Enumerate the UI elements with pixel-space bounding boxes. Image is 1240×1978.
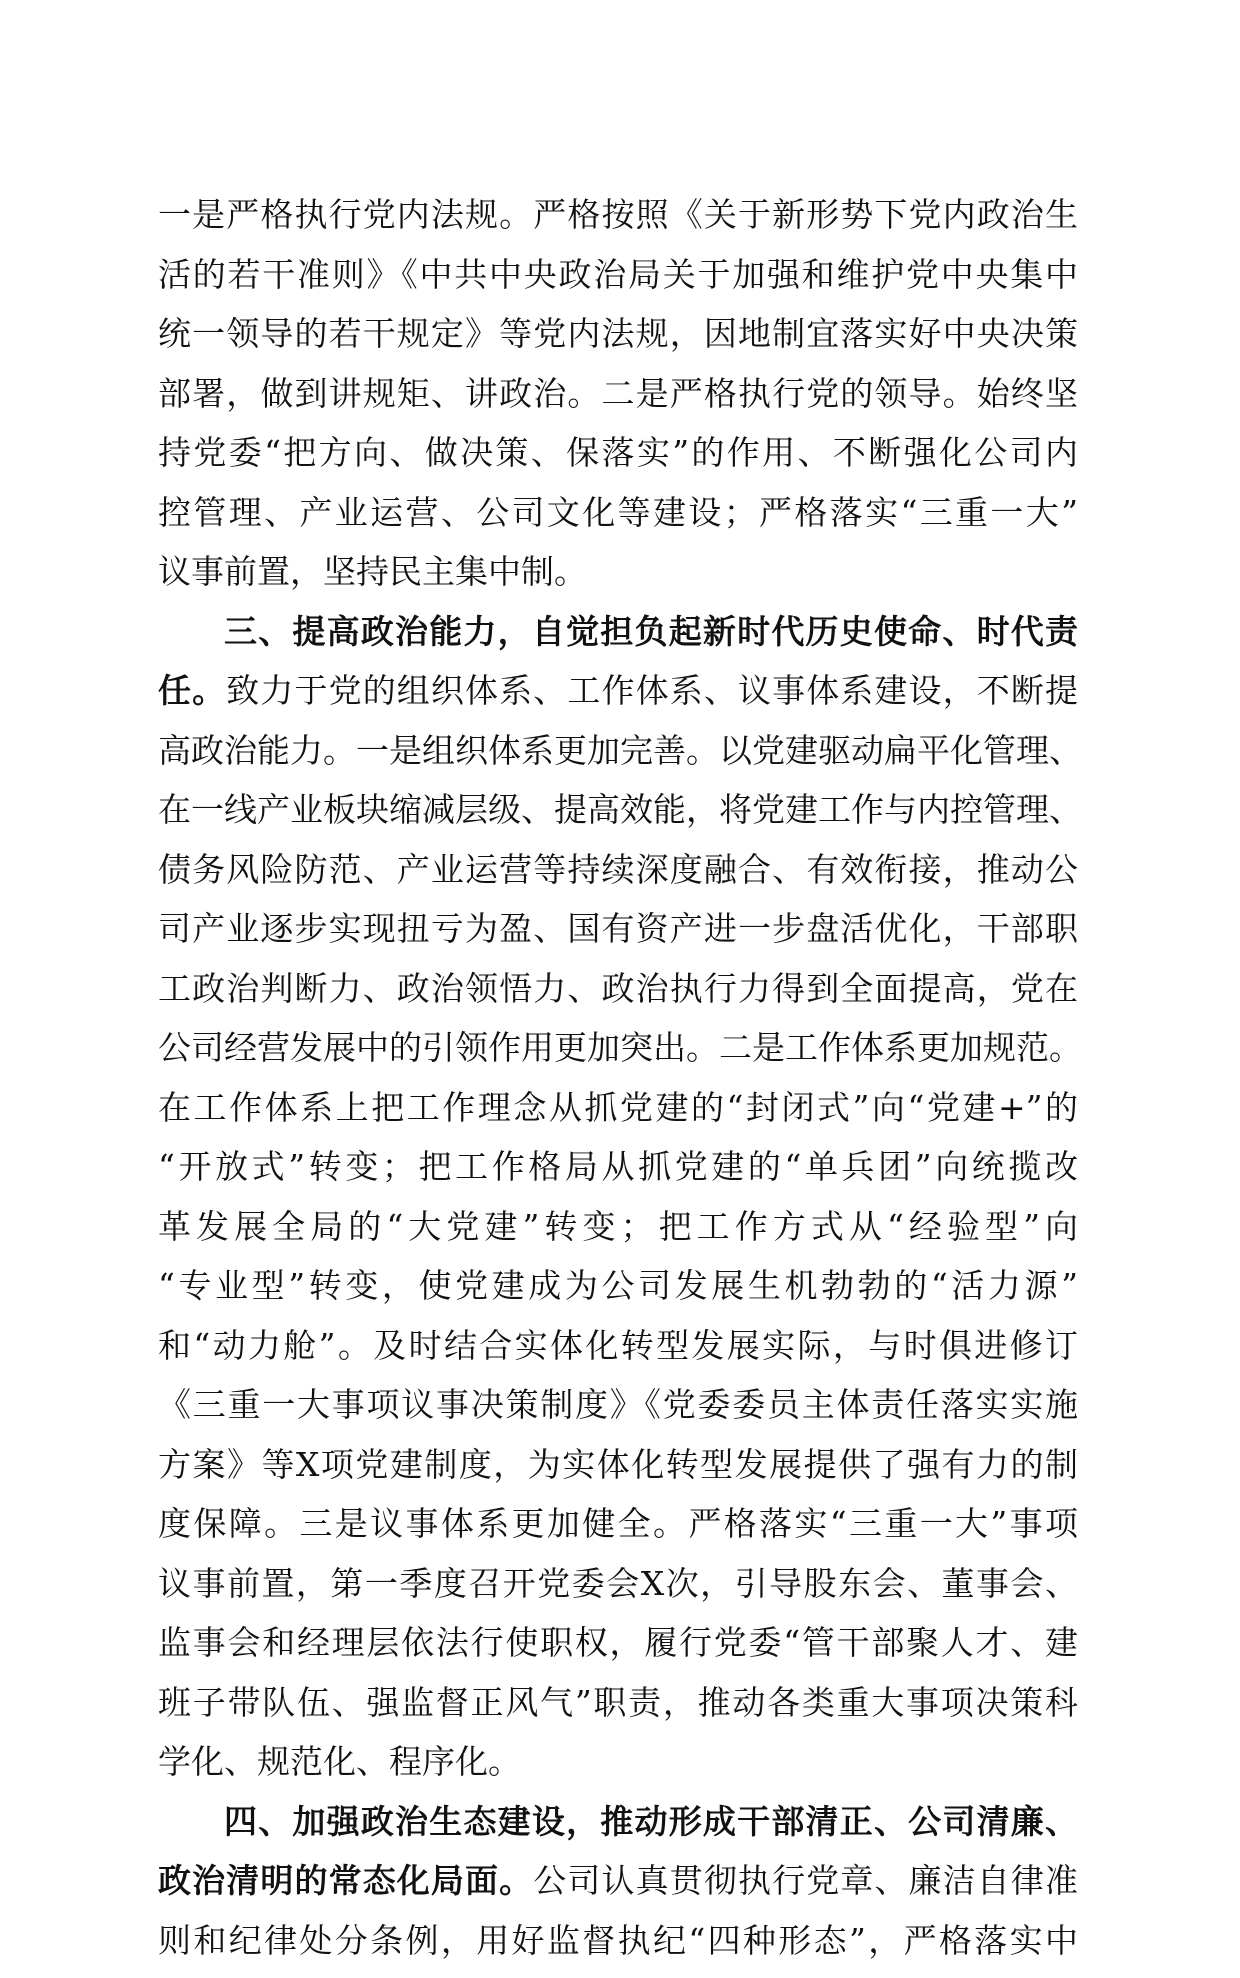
body-text: 方案》等X项党建制度，为实体化转型发展提供了强有力的制 [158, 1444, 1078, 1484]
document-body [158, 193, 1082, 1978]
body-text: 统一领导的若干规定》等党内法规，因地制宜落实好中央决策 [158, 314, 1078, 353]
body-text: 议事前置，坚持民主集中制。 [158, 552, 587, 591]
bold-heading-text: 四、加强政治生态建设，推动形成干部清正、公司清廉、 [224, 1801, 1078, 1841]
text-line [158, 550, 1078, 594]
body-text: 《三重一大事项议事决策制度》《党委委员主体责任落实实施 [158, 1385, 1078, 1424]
text-line [158, 1026, 1082, 1070]
text-line [158, 907, 1078, 951]
body-text: 学化、规范化、程序化。 [158, 1742, 521, 1781]
text-line [158, 967, 1078, 1011]
body-text: 持党委“把方向、做决策、保落实”的作用、不断强化公司内 [158, 433, 1078, 472]
text-line [158, 1562, 1078, 1606]
text-line [158, 1264, 1078, 1308]
text-line [158, 1443, 1078, 1487]
text-line [158, 372, 1078, 416]
body-text: 则和纪律处分条例，用好监督执纪“四种形态”，严格落实中 [158, 1920, 1078, 1960]
text-line [158, 253, 1078, 297]
body-text: 部署，做到讲规矩、讲政治。二是严格执行党的领导。始终坚 [158, 373, 1078, 413]
body-text: 公司认真贯彻执行党章、廉洁自律准 [533, 1861, 1079, 1900]
body-text: 在一线产业板块缩减层级、提高效能，将党建工作与内控管理、 [158, 790, 1082, 829]
text-line [158, 848, 1078, 892]
body-text: 公司经营发展中的引领作用更加突出。二是工作体系更加规范。 [158, 1028, 1082, 1067]
text-line [158, 1145, 1078, 1189]
bold-heading-text: 政治清明的常态化局面。 [158, 1861, 534, 1900]
body-text: “专业型”转变，使党建成为公司发展生机勃勃的“活力源” [158, 1266, 1078, 1305]
text-line [158, 312, 1078, 356]
text-line [158, 1383, 1078, 1427]
text-line [158, 491, 1078, 535]
text-line [158, 1859, 1078, 1903]
body-text: 活的若干准则》《中共中央政治局关于加强和维护党中央集中 [158, 254, 1078, 294]
bold-heading-text: 三、提高政治能力，自觉担负起新时代历史使命、时代责 [224, 611, 1078, 651]
body-text: 和“动力舱”。及时结合实体化转型发展实际，与时俱进修订 [158, 1325, 1078, 1365]
text-line [158, 1919, 1078, 1963]
text-line [158, 1681, 1078, 1725]
text-line [158, 431, 1078, 475]
body-text: 工政治判断力、政治领悟力、政治执行力得到全面提高，党在 [158, 968, 1078, 1008]
text-line [158, 1800, 1078, 1844]
body-text: 一是严格执行党内法规。严格按照《关于新形势下党内政治生 [158, 195, 1078, 234]
body-text: 高政治能力。一是组织体系更加完善。以党建驱动扁平化管理、 [158, 730, 1082, 770]
text-line [158, 1502, 1078, 1546]
body-text: 监事会和经理层依法行使职权，履行党委“管干部聚人才、建 [158, 1623, 1078, 1662]
text-line [158, 610, 1078, 654]
text-line [158, 1086, 1078, 1130]
text-line [158, 788, 1082, 832]
body-text: 度保障。三是议事体系更加健全。严格落实“三重一大”事项 [158, 1504, 1078, 1543]
body-text: 议事前置，第一季度召开党委会X次，引导股东会、董事会、 [158, 1563, 1078, 1603]
text-line [158, 1324, 1078, 1368]
body-text: 债务风险防范、产业运营等持续深度融合、有效衔接，推动公 [158, 849, 1078, 889]
text-line [158, 729, 1082, 773]
body-text: “开放式”转变；把工作格局从抓党建的“单兵团”向统揽改 [158, 1147, 1078, 1186]
text-line [158, 1621, 1078, 1665]
text-line [158, 1740, 1078, 1784]
body-text: 司产业逐步实现扭亏为盈、国有资产进一步盘活优化，干部职 [158, 909, 1078, 948]
body-text: 致力于党的组织体系、工作体系、议事体系建设，不断提 [226, 671, 1079, 710]
text-line [158, 193, 1078, 237]
text-line [158, 1205, 1078, 1249]
body-text: 控管理、产业运营、公司文化等建设；严格落实“三重一大” [158, 492, 1078, 532]
body-text: 在工作体系上把工作理念从抓党建的“封闭式”向“党建+”的 [158, 1087, 1078, 1127]
bold-heading-text: 任。 [158, 671, 227, 710]
body-text: 班子带队伍、强监督正风气”职责，推动各类重大事项决策科 [158, 1682, 1078, 1722]
text-line [158, 669, 1078, 713]
body-text: 革发展全局的“大党建”转变；把工作方式从“经验型”向 [158, 1206, 1078, 1246]
